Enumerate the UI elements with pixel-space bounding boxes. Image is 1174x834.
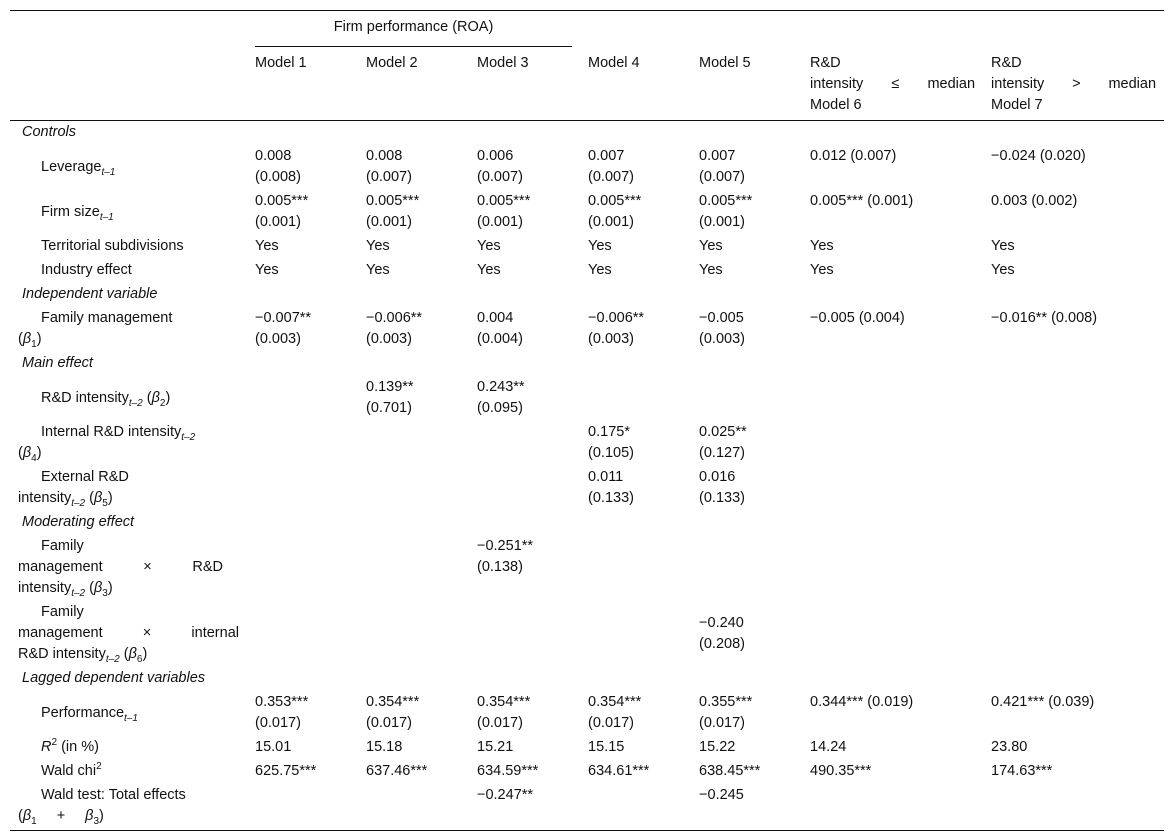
cell-m2 bbox=[358, 421, 469, 466]
cell-m5 bbox=[691, 376, 802, 421]
cell-m4 bbox=[580, 307, 691, 352]
model-7-line1: R&D bbox=[991, 55, 1022, 71]
header-row-models bbox=[10, 47, 1164, 121]
row-label-text: Family bbox=[41, 538, 84, 554]
row-label-line bbox=[18, 557, 239, 578]
row-label-line: $(\beta_1 + \beta_3)$ bbox=[18, 808, 104, 827]
cell-m1 bbox=[247, 466, 358, 511]
cell-m7: Yes bbox=[991, 262, 1015, 278]
row-label-sub: t–1 bbox=[99, 211, 114, 223]
model-4-header: Model 4 bbox=[580, 47, 691, 121]
row-label bbox=[10, 307, 247, 352]
cell-m1: Yes bbox=[255, 262, 279, 278]
model-2-header: Model 2 bbox=[358, 47, 469, 121]
row-label-text: Leverage bbox=[41, 158, 102, 175]
cell-m5: 15.22 bbox=[699, 739, 736, 755]
cell-m4: 15.15 bbox=[588, 739, 625, 755]
model-6-word1: intensity bbox=[810, 76, 864, 92]
cell-m5 bbox=[691, 190, 802, 235]
row-label-text: Industry effect bbox=[41, 262, 132, 278]
cell-m6 bbox=[802, 784, 983, 831]
header-empty-cell bbox=[10, 11, 247, 48]
table-row-wald-test bbox=[10, 784, 1164, 831]
header-empty-cell bbox=[983, 11, 1164, 48]
coef: 0.139** bbox=[366, 379, 414, 395]
cell-m1: 625.75*** bbox=[255, 763, 317, 779]
cell-m3: Yes bbox=[477, 238, 501, 254]
regression-table-container bbox=[10, 10, 1164, 831]
coef: 0.004 bbox=[477, 310, 514, 326]
row-label bbox=[10, 235, 247, 259]
row-label-sup: 2 bbox=[51, 737, 58, 749]
cell-m6: 0.005*** (0.001) bbox=[810, 193, 914, 209]
coef: 0.008 bbox=[255, 148, 292, 164]
row-label bbox=[10, 784, 247, 831]
table-row-family-x-rd bbox=[10, 535, 1164, 601]
cell-m3 bbox=[469, 307, 580, 352]
coef: −0.007** bbox=[255, 310, 312, 326]
cell-m5 bbox=[691, 307, 802, 352]
se: (0.001) bbox=[255, 214, 301, 230]
row-label-text: internal bbox=[191, 625, 239, 641]
cell-m3: 634.59*** bbox=[477, 763, 539, 779]
cell-m2 bbox=[358, 145, 469, 190]
cell-m2 bbox=[358, 466, 469, 511]
cell-m7: 23.80 bbox=[991, 739, 1028, 755]
cell-m3 bbox=[469, 421, 580, 466]
cell-m3: Yes bbox=[477, 262, 501, 278]
cell-m3 bbox=[469, 466, 580, 511]
row-label-line: $(\beta_4)$ bbox=[18, 445, 42, 464]
cell-m2 bbox=[358, 535, 469, 601]
section-controls bbox=[10, 121, 1164, 146]
row-label-sub: t–1 bbox=[101, 166, 116, 178]
coef: −0.005 bbox=[699, 310, 744, 326]
section-label: Main effect bbox=[22, 355, 93, 371]
beta-symbol: β bbox=[128, 646, 137, 662]
coef: 0.243** bbox=[477, 379, 525, 395]
coef: 0.355*** bbox=[699, 694, 753, 710]
section-label: Moderating effect bbox=[22, 514, 135, 530]
se: (0.001) bbox=[699, 214, 745, 230]
row-label bbox=[10, 259, 247, 283]
coef: 0.005*** bbox=[255, 193, 309, 209]
beta-sub: 3 bbox=[102, 587, 108, 599]
se: (0.017) bbox=[255, 715, 301, 731]
coef: 0.006 bbox=[477, 148, 514, 164]
cell-m2: Yes bbox=[366, 262, 390, 278]
row-label bbox=[10, 190, 247, 235]
coef: 0.354*** bbox=[366, 694, 420, 710]
cell-m6 bbox=[802, 376, 983, 421]
coef: 0.011 bbox=[588, 469, 624, 485]
beta-sub: 1 bbox=[31, 815, 37, 827]
model-6-line1: R&D bbox=[810, 55, 841, 71]
cell-m1 bbox=[247, 145, 358, 190]
beta-symbol: β bbox=[93, 490, 103, 506]
cell-m5: Yes bbox=[699, 238, 723, 254]
cell-m2 bbox=[358, 190, 469, 235]
cell-m3: −0.247** bbox=[469, 784, 580, 831]
row-label bbox=[10, 601, 247, 667]
row-label-line: R&D intensity$_{t-2}$ $(\beta_6)$ bbox=[18, 646, 148, 665]
section-main bbox=[10, 352, 1164, 376]
row-label bbox=[10, 466, 247, 511]
cell-m4 bbox=[580, 376, 691, 421]
cell-m7 bbox=[983, 376, 1164, 421]
model-7-line3: Model 7 bbox=[991, 97, 1043, 113]
cell-m7: Yes bbox=[991, 238, 1015, 254]
cell-m1 bbox=[247, 421, 358, 466]
cell-m6: −0.005 (0.004) bbox=[810, 310, 905, 326]
coef: 0.007 bbox=[699, 148, 736, 164]
row-label-text: Firm size bbox=[41, 203, 100, 220]
coef: 0.005*** bbox=[477, 193, 531, 209]
cell-m7: 174.63*** bbox=[991, 763, 1053, 779]
header-row-group bbox=[10, 11, 1164, 48]
cell-m1: Yes bbox=[255, 238, 279, 254]
cell-m1 bbox=[247, 190, 358, 235]
se: (0.003) bbox=[588, 331, 634, 347]
table-row-external-rd bbox=[10, 466, 1164, 511]
cell-m6: 0.012 (0.007) bbox=[810, 148, 897, 164]
cell-m1 bbox=[247, 784, 358, 831]
model-6-word2: median bbox=[927, 76, 976, 92]
cell-m2 bbox=[358, 784, 469, 831]
row-label-text: Territorial subdivisions bbox=[41, 238, 184, 254]
cell-m2: Yes bbox=[366, 238, 390, 254]
row-label bbox=[10, 535, 247, 601]
se: (0.133) bbox=[699, 490, 745, 506]
model-5-header: Model 5 bbox=[691, 47, 802, 121]
model-7-header bbox=[983, 47, 1164, 121]
cell-m7: −0.016** (0.008) bbox=[991, 310, 1098, 326]
group-title-cell bbox=[247, 11, 580, 48]
coef: 0.175* bbox=[588, 424, 630, 440]
cell-m2 bbox=[358, 376, 469, 421]
coef: 0.005*** bbox=[588, 193, 642, 209]
se: (0.017) bbox=[588, 715, 634, 731]
cell-m6 bbox=[802, 601, 983, 667]
row-label bbox=[10, 145, 247, 190]
se: (0.001) bbox=[477, 214, 523, 230]
cell-m7: −0.024 (0.020) bbox=[991, 148, 1086, 164]
cell-m4 bbox=[580, 691, 691, 736]
table-row-leverage bbox=[10, 145, 1164, 190]
beta-symbol: β bbox=[22, 445, 32, 461]
row-label bbox=[10, 760, 247, 784]
row-label-line bbox=[22, 308, 239, 329]
beta-symbol: β bbox=[22, 808, 32, 824]
row-label-suffix: (in %) bbox=[57, 739, 99, 755]
cell-m3: 15.21 bbox=[477, 739, 514, 755]
table-row-firm-size bbox=[10, 190, 1164, 235]
se: (0.007) bbox=[366, 169, 412, 185]
cell-m1: 15.01 bbox=[255, 739, 292, 755]
cell-m6: Yes bbox=[810, 262, 834, 278]
header-empty-cell bbox=[802, 11, 983, 48]
row-label bbox=[10, 691, 247, 736]
cell-m3 bbox=[469, 691, 580, 736]
cell-m4 bbox=[580, 145, 691, 190]
cell-m1 bbox=[247, 307, 358, 352]
coef: 0.025** bbox=[699, 424, 747, 440]
row-label-text: Family bbox=[41, 604, 84, 620]
cell-m5 bbox=[691, 466, 802, 511]
table-row-territorial bbox=[10, 235, 1164, 259]
model-6-line2 bbox=[810, 74, 975, 95]
se: (0.003) bbox=[699, 331, 745, 347]
se: (0.095) bbox=[477, 400, 523, 416]
cell-m1 bbox=[247, 601, 358, 667]
row-label-sub: t–1 bbox=[124, 712, 138, 724]
cell-m7: 0.421*** (0.039) bbox=[991, 694, 1095, 710]
row-label-text: External R&D bbox=[41, 469, 129, 485]
cell-m5 bbox=[691, 691, 802, 736]
cell-m4 bbox=[580, 421, 691, 466]
coef: −0.006** bbox=[588, 310, 645, 326]
beta-symbol: β bbox=[151, 389, 160, 406]
row-label-text: R&D intensity bbox=[18, 646, 106, 662]
beta-symbol: β bbox=[85, 808, 94, 824]
beta-sub: 4 bbox=[31, 452, 37, 464]
plus-symbol: + bbox=[56, 808, 66, 824]
table-row-family-x-internal bbox=[10, 601, 1164, 667]
row-label-text: management bbox=[18, 625, 103, 641]
model-7-operator: > bbox=[1072, 76, 1081, 92]
table-row-wald-chi2 bbox=[10, 760, 1164, 784]
section-moderating bbox=[10, 511, 1164, 535]
row-label-text: R&D intensity bbox=[41, 389, 129, 406]
cell-m7 bbox=[983, 535, 1164, 601]
beta-sub: 1 bbox=[31, 338, 37, 350]
se: (0.008) bbox=[255, 169, 301, 185]
cell-m1 bbox=[247, 691, 358, 736]
row-label-line: intensity$_{t-2}$ $(\beta_5)$ bbox=[18, 490, 113, 509]
table-row-industry bbox=[10, 259, 1164, 283]
coef: −0.251** bbox=[477, 538, 534, 554]
row-label-sub: t–2 bbox=[71, 497, 86, 509]
cell-m3 bbox=[469, 535, 580, 601]
cell-m2 bbox=[358, 601, 469, 667]
row-label-line bbox=[22, 536, 239, 557]
model-6-line3: Model 6 bbox=[810, 97, 862, 113]
cell-m6: 0.344*** (0.019) bbox=[810, 694, 914, 710]
cell-m5: 638.45*** bbox=[699, 763, 761, 779]
se: (0.004) bbox=[477, 331, 523, 347]
cell-m4 bbox=[580, 466, 691, 511]
times-symbol: × bbox=[143, 559, 152, 575]
cell-m4 bbox=[580, 601, 691, 667]
coef: 0.005*** bbox=[699, 193, 753, 209]
cell-m4: Yes bbox=[588, 262, 612, 278]
row-label-sub: t–2 bbox=[71, 587, 86, 599]
model-7-line2 bbox=[991, 74, 1156, 95]
cell-m5 bbox=[691, 145, 802, 190]
table-row-performance bbox=[10, 691, 1164, 736]
beta-sub: 5 bbox=[102, 497, 108, 509]
coef: 0.354*** bbox=[588, 694, 642, 710]
header-empty-cell bbox=[691, 11, 802, 48]
cell-m6 bbox=[802, 535, 983, 601]
row-label-text: Family management bbox=[41, 310, 173, 326]
cell-m6 bbox=[802, 421, 983, 466]
se: (0.007) bbox=[588, 169, 634, 185]
row-label-line bbox=[18, 623, 239, 644]
cell-m4: 634.61*** bbox=[588, 763, 650, 779]
cell-m7 bbox=[983, 421, 1164, 466]
row-label bbox=[10, 421, 247, 466]
se: (0.208) bbox=[699, 635, 745, 652]
se: (0.003) bbox=[366, 331, 412, 347]
se: (0.138) bbox=[477, 559, 523, 575]
coef: −0.006** bbox=[366, 310, 423, 326]
se: (0.017) bbox=[366, 715, 412, 731]
row-label-text: Wald test: Total effects bbox=[41, 787, 186, 803]
model-7-word2: median bbox=[1108, 76, 1157, 92]
cell-m4 bbox=[580, 784, 691, 831]
cell-m6: 14.24 bbox=[810, 739, 847, 755]
coef: 0.016 bbox=[699, 469, 736, 485]
se: (0.017) bbox=[477, 715, 523, 731]
row-label-sub: t–2 bbox=[128, 397, 143, 409]
cell-m1 bbox=[247, 376, 358, 421]
beta-sub: 3 bbox=[93, 815, 100, 827]
cell-m3 bbox=[469, 190, 580, 235]
row-label-line: $(\beta_1)$ bbox=[18, 331, 42, 350]
row-label-line bbox=[22, 602, 239, 623]
beta-sub: 2 bbox=[159, 397, 166, 409]
group-title: Firm performance (ROA) bbox=[255, 17, 572, 47]
row-label-text: intensity bbox=[18, 580, 72, 596]
cell-m2: 15.18 bbox=[366, 739, 403, 755]
coef: 0.007 bbox=[588, 148, 625, 164]
cell-m5: −0.245 bbox=[691, 784, 802, 831]
cell-m4: Yes bbox=[588, 238, 612, 254]
cell-m3 bbox=[469, 376, 580, 421]
row-label-sub: t–2 bbox=[181, 431, 196, 443]
cell-m1 bbox=[247, 535, 358, 601]
row-label-line bbox=[22, 785, 239, 806]
cell-m3 bbox=[469, 145, 580, 190]
cell-m5 bbox=[691, 535, 802, 601]
section-label: Independent variable bbox=[22, 286, 158, 302]
beta-symbol: β bbox=[22, 331, 32, 347]
model-6-header bbox=[802, 47, 983, 121]
row-label-text: R&D bbox=[192, 559, 223, 575]
cell-m4 bbox=[580, 535, 691, 601]
row-label-text: intensity bbox=[18, 490, 72, 506]
model-6-operator: ≤ bbox=[891, 76, 900, 92]
coef: −0.240 bbox=[699, 614, 744, 631]
model-3-header: Model 3 bbox=[469, 47, 580, 121]
row-label-text: Internal R&D intensity bbox=[41, 424, 182, 440]
se: (0.003) bbox=[255, 331, 301, 347]
cell-m7 bbox=[983, 784, 1164, 831]
coef: 0.008 bbox=[366, 148, 403, 164]
se: (0.007) bbox=[477, 169, 523, 185]
beta-sub: 6 bbox=[136, 653, 143, 665]
times-symbol: × bbox=[142, 625, 152, 641]
section-independent bbox=[10, 283, 1164, 307]
table-row-r2 bbox=[10, 736, 1164, 760]
coef: 0.354*** bbox=[477, 694, 531, 710]
se: (0.127) bbox=[699, 445, 745, 461]
cell-m6: Yes bbox=[810, 238, 834, 254]
se: (0.701) bbox=[366, 400, 412, 416]
se: (0.007) bbox=[699, 169, 745, 185]
row-label-sup: 2 bbox=[96, 761, 102, 773]
row-label bbox=[10, 736, 247, 760]
se: (0.001) bbox=[366, 214, 412, 230]
se: (0.001) bbox=[588, 214, 634, 230]
cell-m7 bbox=[983, 466, 1164, 511]
table-row-internal-rd bbox=[10, 421, 1164, 466]
row-label-text: management bbox=[18, 559, 103, 575]
row-label-line bbox=[22, 422, 239, 443]
section-lagged bbox=[10, 667, 1164, 691]
cell-m7: 0.003 (0.002) bbox=[991, 193, 1078, 209]
row-label-text: Wald chi bbox=[41, 763, 97, 779]
section-label: Lagged dependent variables bbox=[22, 670, 206, 686]
cell-m5: Yes bbox=[699, 262, 723, 278]
se: (0.133) bbox=[588, 490, 634, 506]
row-label-text: Performance bbox=[41, 704, 125, 721]
model-7-word1: intensity bbox=[991, 76, 1045, 92]
cell-m2 bbox=[358, 307, 469, 352]
section-label: Controls bbox=[22, 124, 76, 140]
cell-m2 bbox=[358, 691, 469, 736]
cell-m7 bbox=[983, 601, 1164, 667]
row-label-line bbox=[22, 467, 239, 488]
row-label-line: intensity$_{t-2}$ $(\beta_3)$ bbox=[18, 580, 113, 599]
cell-m3 bbox=[469, 601, 580, 667]
cell-m2: 637.46*** bbox=[366, 763, 428, 779]
cell-m6: 490.35*** bbox=[810, 763, 872, 779]
header-empty-cell bbox=[580, 11, 691, 48]
cell-m6 bbox=[802, 466, 983, 511]
se: (0.105) bbox=[588, 445, 634, 461]
row-label-sub: t–2 bbox=[105, 653, 120, 665]
row-label: R&D intensity$_{t-2}$ $(\beta_2)$ bbox=[41, 389, 171, 409]
row-label-text: R bbox=[41, 739, 52, 755]
cell-m5 bbox=[691, 421, 802, 466]
beta-symbol: β bbox=[93, 580, 103, 596]
coef: 0.353*** bbox=[255, 694, 309, 710]
coef: 0.005*** bbox=[366, 193, 420, 209]
model-1-header: Model 1 bbox=[247, 47, 358, 121]
se: (0.017) bbox=[699, 715, 745, 731]
header-empty-cell bbox=[10, 47, 247, 121]
regression-table bbox=[10, 10, 1164, 831]
cell-m5 bbox=[691, 601, 802, 667]
table-row-family-management bbox=[10, 307, 1164, 352]
cell-m4 bbox=[580, 190, 691, 235]
table-row-rd-intensity bbox=[10, 376, 1164, 421]
